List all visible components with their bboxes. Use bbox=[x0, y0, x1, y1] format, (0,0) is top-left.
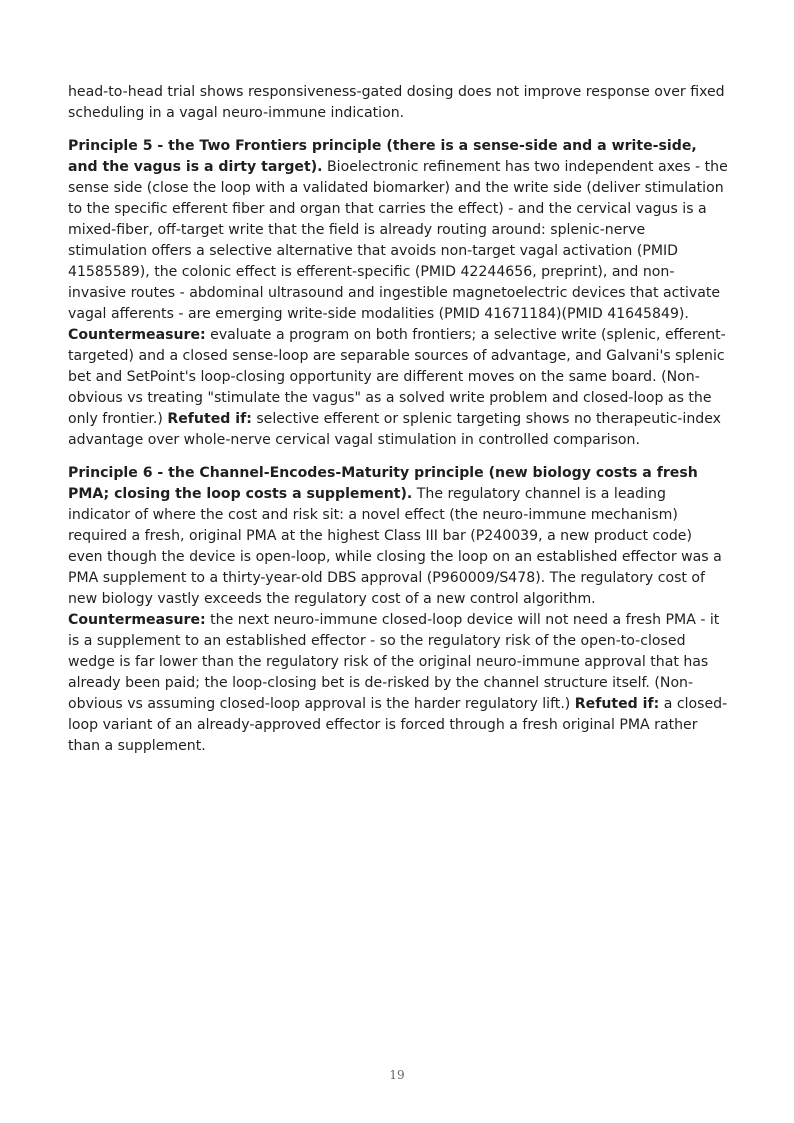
principle-6-countermeasure-text: the next neuro-immune closed-loop device will not need a fresh PMA - it is a supplement to an established effector - so the regulatory risk of the open-to-closed wedge is far lower than the regulatory risk of the original neuro-immune approval that has already been paid; the loop-closing bet is de-risked by the channel structure itself. (Non-obvious vs assuming closed-loop approval is the harder regulatory lift.) bbox=[68, 612, 720, 712]
principle-6-refuted-text: a closed-loop variant of an already-approved effector is forced through a fresh original PMA rather than a supplement. bbox=[68, 696, 728, 754]
principle-5-countermeasure-text: evaluate a program on both frontiers; a selective write (splenic, efferent-targeted) and a closed sense-loop are separable sources of advantage, and Galvani's splenic bet and SetPoint's loop-closing opportunity are different moves on the same board. (Non-obvious vs treating "stimulate the vagus" as a solved write problem and closed-loop as the only frontier.) bbox=[68, 327, 726, 427]
principle-6-heading: Principle 6 - the Channel-Encodes-Maturity principle (new biology costs a fresh PMA; closing the loop costs a supplement). bbox=[68, 465, 698, 502]
principle-5-paragraph bbox=[68, 136, 728, 451]
principle-6-paragraph bbox=[68, 463, 728, 757]
principle-5-heading: Principle 5 - the Two Frontiers principle (there is a sense-side and a write-side, and the vagus is a dirty target). bbox=[68, 138, 697, 175]
intro-paragraph: head-to-head trial shows responsiveness-gated dosing does not improve response over fixed scheduling in a vagal neuro-immune indication. bbox=[68, 84, 725, 121]
principle-6-body: The regulatory channel is a leading indicator of where the cost and risk sit: a novel effect (the neuro-immune mechanism) required a fresh, original PMA at the highest Class III bar (P240039, a new product code) even though the device is open-loop, while closing the loop on an established effector was a PMA supplement to a thirty-year-old DBS approval (P960009/S478). The regulatory cost of new biology vastly exceeds the regulatory cost of a new control algorithm. bbox=[68, 486, 722, 607]
page-body bbox=[68, 82, 728, 769]
principle-5-refuted-label: Refuted if: bbox=[167, 411, 252, 427]
principle-5-countermeasure-label: Countermeasure: bbox=[68, 327, 206, 343]
principle-5-refuted-text: selective efferent or splenic targeting shows no therapeutic-index advantage over whole-nerve cervical vagal stimulation in controlled comparison. bbox=[68, 411, 721, 448]
principle-5-body: Bioelectronic refinement has two independent axes - the sense side (close the loop with a validated biomarker) and the write side (deliver stimulation to the specific efferent fiber and organ that carries the effect) - and the cervical vagus is a mixed-fiber, off-target write that the field is already routing around: splenic-nerve stimulation offers a selective alternative that avoids non-target vagal activation (PMID 41585589), the colonic effect is efferent-specific (PMID 42244656, preprint), and non-invasive routes - abdominal ultrasound and ingestible magnetoelectric devices that activate vagal afferents - are emerging write-side modalities (PMID 41671184)(PMID 41645849). bbox=[68, 159, 728, 322]
principle-6-countermeasure-label: Countermeasure: bbox=[68, 612, 206, 628]
page-number: 19 bbox=[389, 1068, 405, 1082]
principle-6-refuted-label: Refuted if: bbox=[574, 696, 660, 712]
